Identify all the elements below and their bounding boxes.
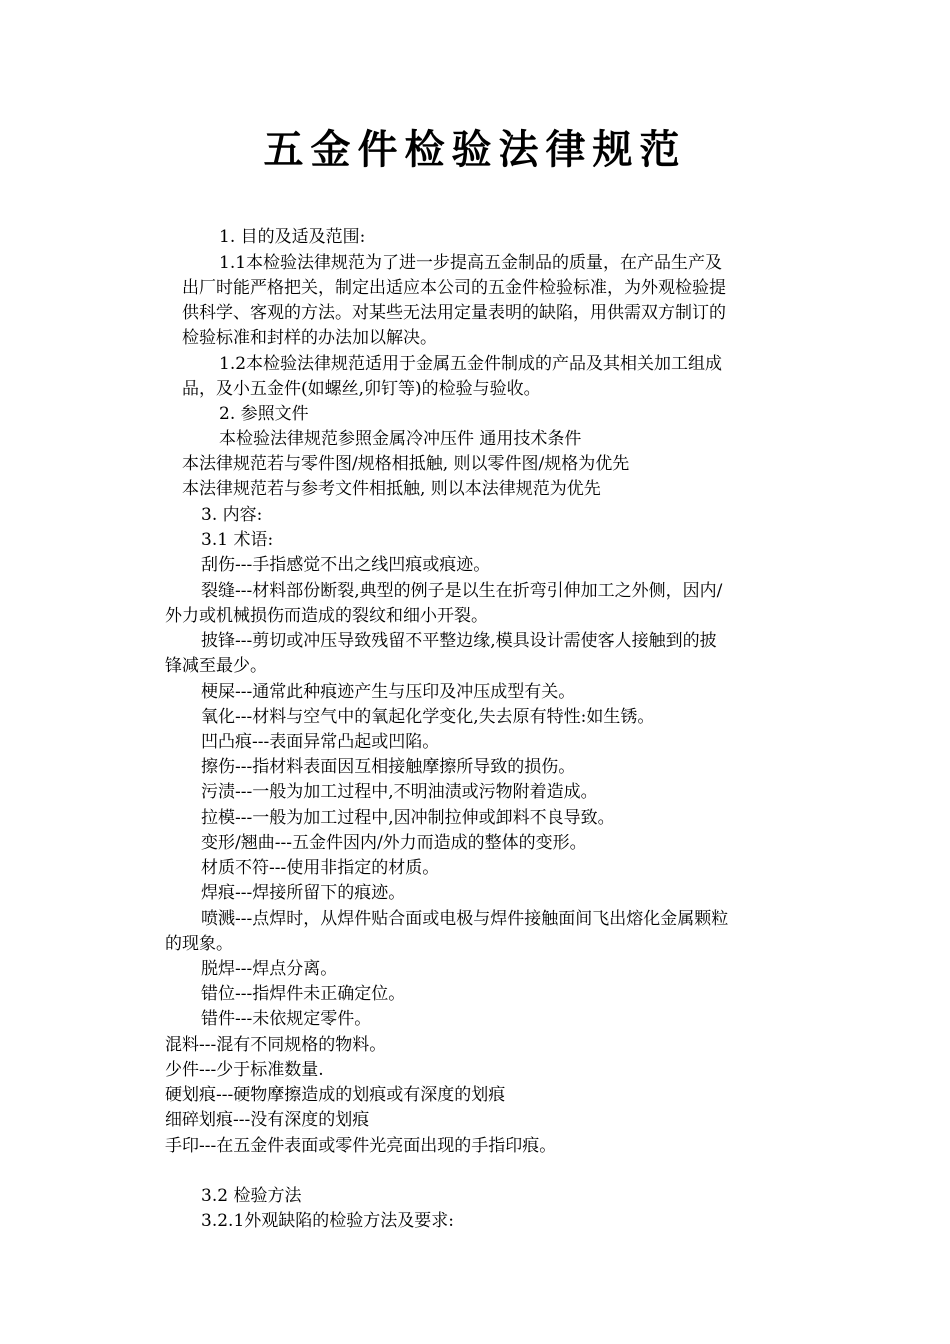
section-3-heading: 3. 内容: [201,505,263,525]
term-line: 的现象。 [165,934,233,954]
term-line: 擦伤---指材料表面因互相接触摩擦所导致的损伤。 [201,757,576,777]
term-line: 外力或机械损伤而造成的裂纹和细小开裂。 [165,606,488,626]
paragraph-line: 本法律规范若与参考文件相抵触, 则以本法律规范为优先 [182,479,601,499]
term-line: 错位---指焊件未正确定位。 [201,984,406,1004]
term-line: 裂缝---材料部份断裂,典型的例子是以生在折弯引伸加工之外侧，因内/ [201,581,723,601]
term-line: 披锋---剪切或冲压导致残留不平整边缘,模具设计需使客人接触到的披 [201,631,717,651]
paragraph-line: 1.2本检验法律规范适用于金属五金件制成的产品及其相关加工组成 [219,354,723,374]
subsection-3-2-heading: 3.2 检验方法 [201,1186,302,1206]
term-line: 硬划痕---硬物摩擦造成的划痕或有深度的划痕 [165,1085,506,1105]
term-line: 拉模---一般为加工过程中,因冲制拉伸或卸料不良导致。 [201,808,615,828]
term-line: 刮伤---手指感觉不出之线凹痕或痕迹。 [201,555,491,575]
term-line: 混料---混有不同规格的物料。 [165,1035,387,1055]
paragraph-line: 品，及小五金件(如螺丝,卯钉等)的检验与验收。 [182,379,541,399]
term-line: 梗屎---通常此种痕迹产生与压印及冲压成型有关。 [201,682,576,702]
term-line: 凹凸痕---表面异常凸起或凹陷。 [201,732,440,752]
term-line: 脱焊---焊点分离。 [201,959,338,979]
term-line: 污渍---一般为加工过程中,不明油渍或污物附着造成。 [201,782,598,802]
subsection-3-2-1-heading: 3.2.1外观缺陷的检验方法及要求: [201,1211,454,1231]
term-line: 少件---少于标准数量. [165,1060,324,1080]
paragraph-line: 本法律规范若与零件图/规格相抵触, 则以零件图/规格为优先 [182,454,630,474]
paragraph-line: 本检验法律规范参照金属冷冲压件 通用技术条件 [219,429,582,449]
paragraph-line: 供科学、客观的方法。对某些无法用定量表明的缺陷，用供需双方制订的 [182,303,726,323]
page-title: 五金件检验法律规范 [263,126,687,173]
term-line: 氧化---材料与空气中的氧起化学变化,失去原有特性:如生锈。 [201,707,655,727]
term-line: 锋减至最少。 [165,656,267,676]
paragraph-line: 出厂时能严格把关，制定出适应本公司的五金件检验标准，为外观检验提 [182,278,726,298]
term-line: 错件---未依规定零件。 [201,1009,372,1029]
paragraph-line: 检验标准和封样的办法加以解决。 [182,328,437,348]
section-1-heading: 1. 目的及适及范围: [219,227,366,247]
term-line: 细碎划痕---没有深度的划痕 [165,1110,370,1130]
term-line: 变形/翘曲---五金件因内/外力而造成的整体的变形。 [201,833,587,853]
term-line: 材质不符---使用非指定的材质。 [201,858,440,878]
paragraph-line: 1.1本检验法律规范为了进一步提高五金制品的质量，在产品生产及 [219,253,723,273]
subsection-3-1-heading: 3.1 术语: [201,530,274,550]
term-line: 喷溅---点焊时，从焊件贴合面或电极与焊件接触面间飞出熔化金属颗粒 [201,909,729,929]
term-line: 焊痕---焊接所留下的痕迹。 [201,883,406,903]
section-2-heading: 2. 参照文件 [219,404,309,424]
term-line: 手印---在五金件表面或零件光亮面出现的手指印痕。 [165,1136,557,1156]
